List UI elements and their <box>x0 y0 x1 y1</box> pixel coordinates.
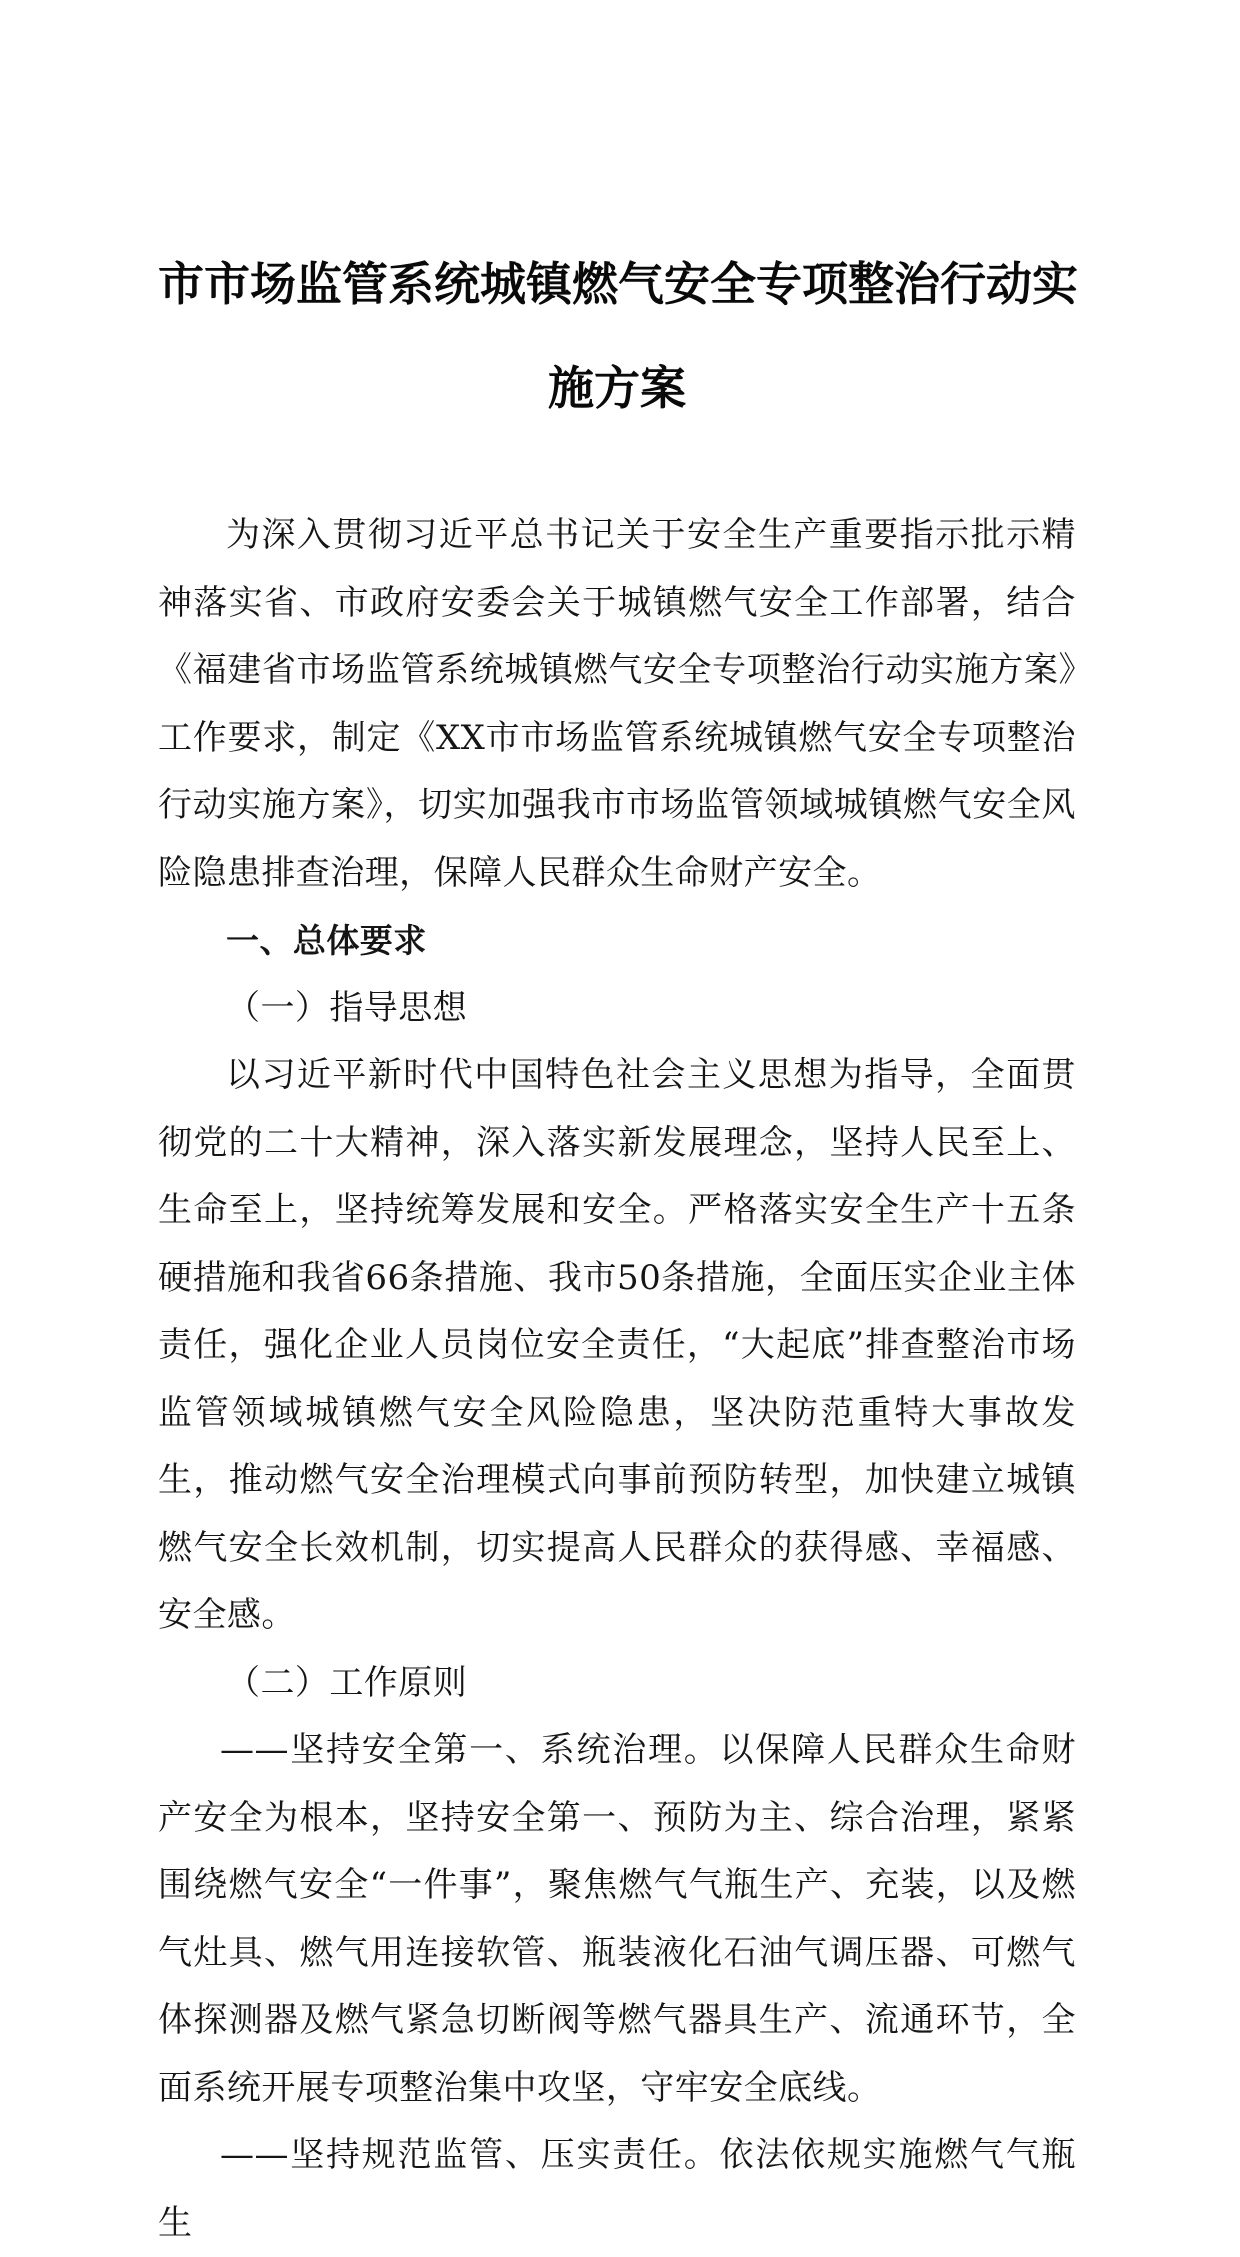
guiding-ideology-paragraph: 以习近平新时代中国特色社会主义思想为指导，全面贯彻党的二十大精神，深入落实新发展理念，坚持人民至上、生命至上，坚持统筹发展和安全。严格落实安全生产十五条硬措施和我省66条措施、我市50条措施，全面压实企业主体责任，强化企业人员岗位安全责任，“大起底”排查整治市场监管领域城镇燃气安全风险隐患，坚决防范重特大事故发生，推动燃气安全治理模式向事前预防转型，加快建立城镇燃气安全长效机制，切实提高人民群众的获得感、幸福感、安全感。 <box>158 1055 1076 1635</box>
document-title <box>158 232 1076 440</box>
document-body <box>158 502 1076 2257</box>
title-line-1: 市市场监管系统城镇燃气安全专项整治行动实 <box>158 257 1078 311</box>
principle-paragraph-standard-supervision: ——坚持规范监管、压实责任。依法依规实施燃气气瓶生 <box>158 2135 1076 2243</box>
subsection-heading-guiding-ideology: （一）指导思想 <box>226 987 468 1028</box>
document-page <box>158 232 1076 2257</box>
intro-paragraph: 为深入贯彻习近平总书记关于安全生产重要指示批示精神落实省、市政府安委会关于城镇燃气安全工作部署，结合《福建省市场监管系统城镇燃气安全专项整治行动实施方案》工作要求，制定《XX市市场监管系统城镇燃气安全专项整治行动实施方案》，切实加强我市市场监管领域城镇燃气安全风险隐患排查治理，保障人民群众生命财产安全。 <box>158 515 1076 893</box>
title-line-2: 施方案 <box>548 361 686 415</box>
principle-paragraph-safety-first: ——坚持安全第一、系统治理。以保障人民群众生命财产安全为根本，坚持安全第一、预防为主、综合治理，紧紧围绕燃气安全“一件事”，聚焦燃气气瓶生产、充装，以及燃气灶具、燃气用连接软管、瓶装液化石油气调压器、可燃气体探测器及燃气紧急切断阀等燃气器具生产、流通环节，全面系统开展专项整治集中攻坚，守牢安全底线。 <box>158 1730 1076 2108</box>
section-heading-general-requirements: 一、总体要求 <box>226 921 427 960</box>
subsection-heading-work-principles: （二）工作原则 <box>226 1662 468 1703</box>
